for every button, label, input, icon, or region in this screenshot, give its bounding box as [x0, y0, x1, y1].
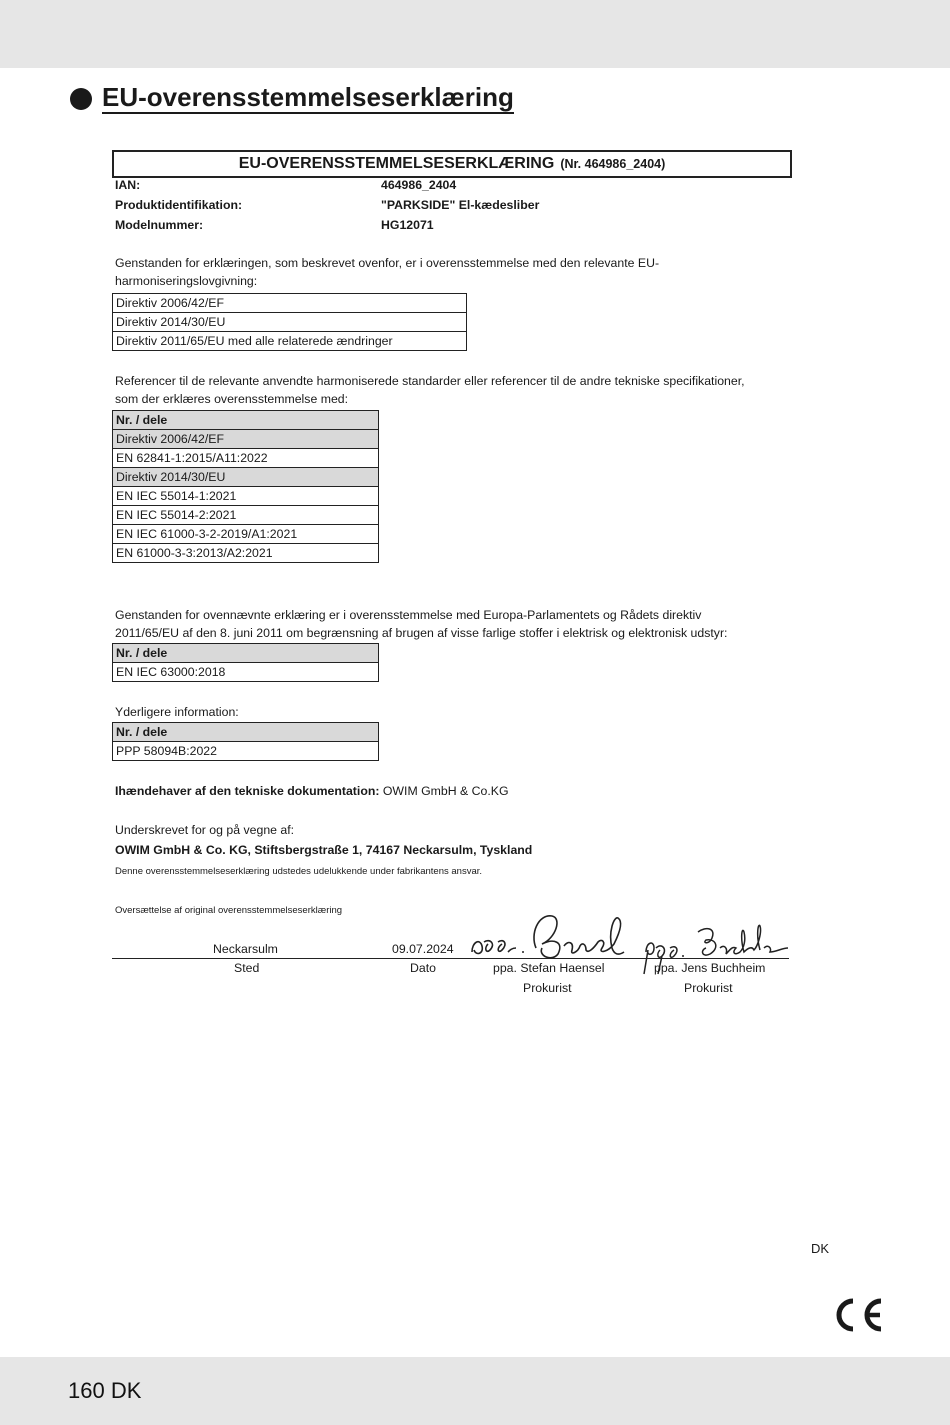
responsibility-note: Denne overensstemmelseserklæring udstedes udelukkende under fabrikantens ansvar. — [115, 866, 483, 877]
standard-row: EN IEC 55014-1:2021 — [113, 487, 379, 506]
field-label-model: Modelnummer: — [115, 218, 204, 232]
directive-row: Direktiv 2006/42/EF — [113, 294, 467, 313]
place-label: Sted — [234, 961, 260, 975]
field-label-product: Produktidentifikation: — [115, 198, 243, 212]
directive-row: Direktiv 2014/30/EU — [113, 313, 467, 332]
top-band — [0, 0, 950, 68]
field-value-product: "PARKSIDE" El-kædesliber — [381, 198, 540, 212]
page-number: 160 DK — [68, 1378, 142, 1403]
date-value: 09.07.2024 — [392, 942, 454, 956]
holder-label: Ihændehaver af den tekniske dokumentation: — [115, 784, 380, 798]
bottom-band — [0, 1357, 950, 1425]
rohs-table — [112, 643, 379, 682]
references-text-line1: Referencer til de relevante anvendte harmoniserede standarder eller referencer til de andre tekniske specifikationer, — [115, 374, 745, 388]
standard-row: EN IEC 61000-3-2-2019/A1:2021 — [113, 525, 379, 544]
rohs-text-line2: 2011/65/EU af den 8. juni 2011 om begrænsning af brugen af visse farlige stoffer i elektrisk og elektronisk udstyr: — [115, 626, 728, 640]
documentation-holder — [115, 784, 509, 798]
declaration-title: EU-OVERENSSTEMMELSESERKLÆRING — [238, 155, 555, 172]
signer2-title: Prokurist — [684, 981, 733, 995]
conformity-text-line2: harmoniseringslovgivning: — [115, 274, 258, 288]
standards-table — [112, 410, 379, 563]
page-title: EU-overensstemmelseserklæring — [102, 82, 514, 112]
conformity-text-line1: Genstanden for erklæringen, som beskrevet ovenfor, er i overensstemmelse med den relevante EU- — [115, 256, 660, 270]
additional-value-row: PPP 58094B:2022 — [113, 742, 379, 761]
directive-row: Direktiv 2011/65/EU med alle relaterede ændringer — [113, 332, 467, 351]
field-value-ian: 464986_2404 — [381, 178, 457, 192]
rohs-standard-row: EN IEC 63000:2018 — [113, 663, 379, 682]
rohs-text-line1: Genstanden for ovennævnte erklæring er i overensstemmelse med Europa-Parlamentets og Rådets direktiv — [115, 608, 702, 622]
bullet-icon — [70, 88, 92, 110]
country-code: DK — [811, 1241, 830, 1256]
rohs-header: Nr. / dele — [113, 644, 379, 663]
field-value-model: HG12071 — [381, 218, 434, 232]
references-text-line2: som der erklæres overensstemmelse med: — [115, 392, 349, 406]
standard-row: EN 62841-1:2015/A11:2022 — [113, 449, 379, 468]
additional-info-label: Yderligere information: — [115, 705, 239, 719]
holder-value: OWIM GmbH & Co.KG — [382, 784, 509, 798]
signer1-title: Prokurist — [523, 981, 572, 995]
signer2-name: ppa. Jens Buchheim — [654, 961, 766, 975]
standard-row: Direktiv 2006/42/EF — [113, 430, 379, 449]
directives-table — [112, 293, 467, 351]
date-label: Dato — [410, 961, 436, 975]
ce-mark-icon — [831, 1295, 885, 1335]
translation-note: Oversættelse af original overensstemmelseserklæring — [115, 905, 343, 916]
additional-info-table — [112, 722, 379, 761]
signer1-name: ppa. Stefan Haensel — [493, 961, 605, 975]
standards-header: Nr. / dele — [113, 411, 379, 430]
standard-row: EN IEC 55014-2:2021 — [113, 506, 379, 525]
signed-label: Underskrevet for og på vegne af: — [115, 823, 295, 837]
place-value: Neckarsulm — [213, 942, 278, 956]
declaration-title-box — [112, 150, 792, 178]
signature-line — [112, 958, 789, 959]
additional-header: Nr. / dele — [113, 723, 379, 742]
declaration-number: (Nr. 464986_2404) — [560, 157, 666, 171]
standard-row: Direktiv 2014/30/EU — [113, 468, 379, 487]
signed-company: OWIM GmbH & Co. KG, Stiftsbergstraße 1, 74167 Neckarsulm, Tyskland — [115, 843, 533, 857]
standard-row: EN 61000-3-3:2013/A2:2021 — [113, 544, 379, 563]
field-label-ian: IAN: — [115, 178, 141, 192]
